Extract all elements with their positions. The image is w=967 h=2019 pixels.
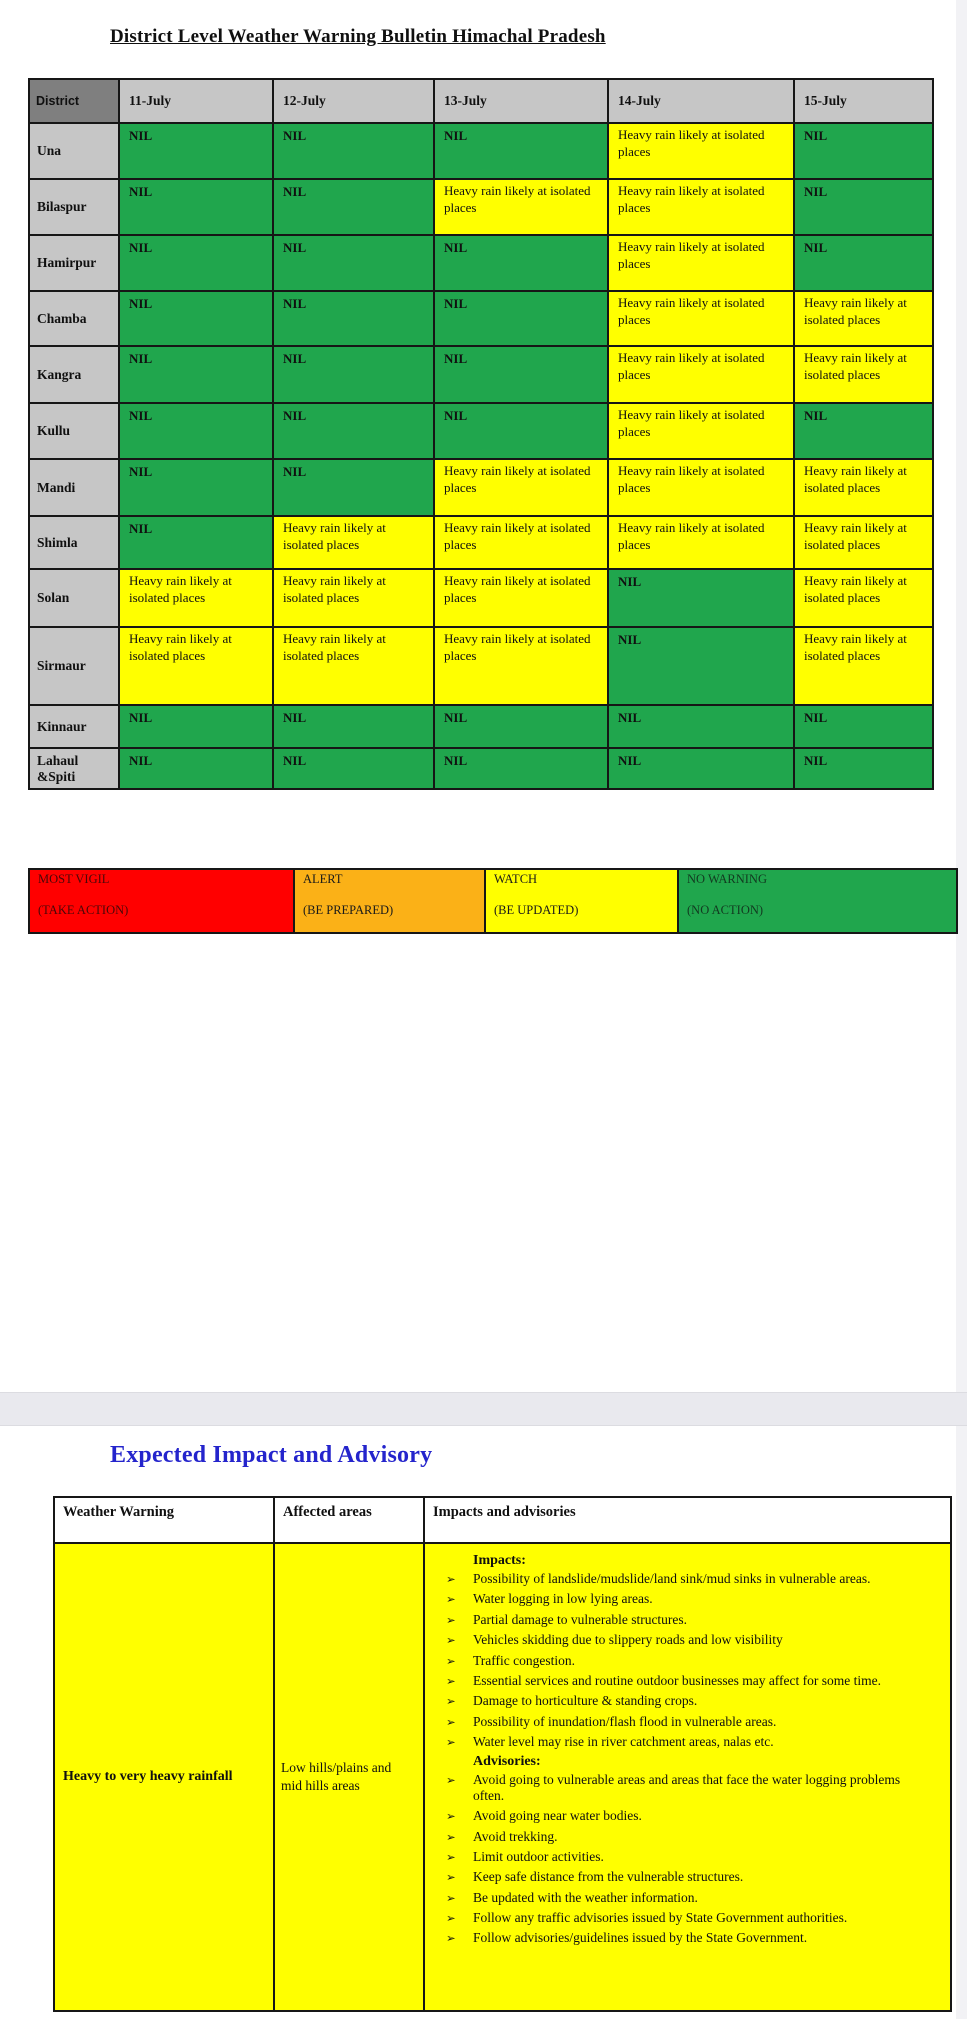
- nil-cell: NIL: [119, 748, 273, 789]
- affected-areas-cell: [274, 1543, 424, 2011]
- impact-item: [425, 1693, 922, 1708]
- nil-cell: NIL: [119, 291, 273, 346]
- advisory-item: [425, 1910, 922, 1925]
- advisory-item: [425, 1869, 922, 1884]
- arrow-bullet-icon: ➢: [446, 1931, 456, 1946]
- impact-item: [425, 1571, 922, 1586]
- legend-label: MOST VIGIL: [38, 872, 110, 886]
- nil-cell: NIL: [119, 123, 273, 179]
- warning-cell: Heavy rain likely at isolated places: [794, 627, 933, 705]
- nil-cell: NIL: [608, 627, 794, 705]
- warning-table-row: [29, 705, 933, 748]
- advisory-text: Avoid trekking.: [473, 1828, 558, 1844]
- district-warning-table: [28, 78, 934, 790]
- impact-item: [425, 1612, 922, 1627]
- district-name-cell: Lahaul &Spiti: [29, 748, 119, 789]
- advisory-text: Avoid going to vulnerable areas and areas that face the water logging problems often.: [473, 1772, 901, 1803]
- nil-cell: NIL: [119, 516, 273, 569]
- nil-cell: NIL: [608, 748, 794, 789]
- nil-cell: NIL: [273, 179, 434, 235]
- advisory-item: [425, 1772, 922, 1803]
- impact-text: Essential services and routine outdoor businesses may affect for some time.: [473, 1672, 882, 1688]
- nil-cell: NIL: [273, 235, 434, 291]
- legend-label: ALERT: [303, 872, 343, 886]
- nil-cell: NIL: [273, 123, 434, 179]
- impact-text: Traffic congestion.: [473, 1652, 575, 1668]
- advisory-item: [425, 1829, 922, 1844]
- advisory-text: Be updated with the weather information.: [473, 1889, 698, 1905]
- legend-label: WATCH: [494, 872, 538, 886]
- legend-cell-alert: [294, 869, 485, 933]
- arrow-bullet-icon: ➢: [446, 1572, 456, 1586]
- impact-item: [425, 1673, 922, 1688]
- advisory-text: Follow any traffic advisories issued by State Government authorities.: [473, 1910, 848, 1925]
- warning-table-row: [29, 346, 933, 403]
- date-column-header: 13-July: [434, 79, 608, 123]
- arrow-bullet-icon: ➢: [446, 1911, 456, 1925]
- nil-cell: NIL: [434, 123, 608, 179]
- nil-cell: NIL: [434, 291, 608, 346]
- impact-text: Damage to horticulture & standing crops.: [473, 1693, 698, 1709]
- nil-cell: NIL: [273, 403, 434, 459]
- impacts-advisories-cell: [424, 1543, 951, 2011]
- nil-cell: NIL: [608, 705, 794, 748]
- page-title: District Level Weather Warning Bulletin Himachal Pradesh: [110, 26, 606, 47]
- warning-cell: Heavy rain likely at isolated places: [794, 291, 933, 346]
- nil-cell: NIL: [119, 346, 273, 403]
- impact-item: [425, 1632, 922, 1647]
- page-break-gap: [0, 1392, 967, 1426]
- warning-cell: Heavy rain likely at isolated places: [434, 459, 608, 516]
- warning-cell: Heavy rain likely at isolated places: [608, 123, 794, 179]
- arrow-bullet-icon: ➢: [446, 1612, 456, 1627]
- nil-cell: NIL: [434, 403, 608, 459]
- warning-cell: Heavy rain likely at isolated places: [608, 235, 794, 291]
- nil-cell: NIL: [119, 459, 273, 516]
- weather-warning-cell: Heavy to very heavy rainfall: [54, 1543, 274, 2011]
- arrow-bullet-icon: ➢: [446, 1633, 456, 1648]
- arrow-bullet-icon: ➢: [446, 1592, 456, 1607]
- nil-cell: NIL: [434, 235, 608, 291]
- legend-sublabel: (NO ACTION): [687, 902, 764, 917]
- warning-table-row: [29, 179, 933, 235]
- legend-sublabel: (BE PREPARED): [303, 902, 394, 917]
- warning-table-row: [29, 516, 933, 569]
- col-header-weather-warning: Weather Warning: [54, 1497, 274, 1543]
- warning-legend: [28, 868, 958, 934]
- warning-cell: Heavy rain likely at isolated places: [608, 516, 794, 569]
- legend-sublabel: (BE UPDATED): [494, 902, 579, 917]
- col-header-impacts-advisories: Impacts and advisories: [424, 1497, 951, 1543]
- warning-table-row: [29, 627, 933, 705]
- warning-table-row: [29, 291, 933, 346]
- date-column-header: 14-July: [608, 79, 794, 123]
- impact-item: [425, 1591, 922, 1606]
- legend-sublabel: (TAKE ACTION): [38, 902, 129, 917]
- impact-advisory-heading: Expected Impact and Advisory: [110, 1442, 433, 1468]
- advisories-list: [425, 1772, 922, 1945]
- district-name-cell: Solan: [29, 569, 119, 627]
- warning-table-row: [29, 569, 933, 627]
- warning-table-row: [29, 403, 933, 459]
- warning-table-header-row: [29, 79, 933, 123]
- advisory-item: [425, 1930, 922, 1945]
- warning-cell: Heavy rain likely at isolated places: [119, 569, 273, 627]
- page-right-margin: [956, 0, 967, 2019]
- date-column-header: 11-July: [119, 79, 273, 123]
- district-name-cell: Mandi: [29, 459, 119, 516]
- nil-cell: NIL: [119, 235, 273, 291]
- nil-cell: NIL: [273, 705, 434, 748]
- impact-item: [425, 1714, 922, 1729]
- impact-text: Partial damage to vulnerable structures.: [473, 1611, 688, 1627]
- nil-cell: NIL: [273, 459, 434, 516]
- nil-cell: NIL: [794, 748, 933, 789]
- district-name-cell: Sirmaur: [29, 627, 119, 705]
- district-name-cell: Una: [29, 123, 119, 179]
- arrow-bullet-icon: ➢: [446, 1773, 456, 1788]
- arrow-bullet-icon: ➢: [446, 1890, 456, 1905]
- nil-cell: NIL: [794, 179, 933, 235]
- district-name-cell: Kullu: [29, 403, 119, 459]
- warning-cell: Heavy rain likely at isolated places: [434, 627, 608, 705]
- warning-cell: Heavy rain likely at isolated places: [434, 179, 608, 235]
- impact-item: [425, 1734, 922, 1749]
- warning-cell: Heavy rain likely at isolated places: [273, 569, 434, 627]
- nil-cell: NIL: [273, 291, 434, 346]
- legend-cell-no-warning: [678, 869, 957, 933]
- warning-table-row: [29, 123, 933, 179]
- advisory-text: Avoid going near water bodies.: [473, 1808, 642, 1824]
- arrow-bullet-icon: ➢: [446, 1849, 456, 1864]
- warning-table-row: [29, 748, 933, 789]
- warning-table-row: [29, 459, 933, 516]
- warning-cell: Heavy rain likely at isolated places: [119, 627, 273, 705]
- nil-cell: NIL: [794, 235, 933, 291]
- impact-table-header-row: [54, 1497, 951, 1543]
- advisory-item: [425, 1808, 922, 1823]
- legend-cell-most-vigil: [29, 869, 294, 933]
- warning-cell: Heavy rain likely at isolated places: [273, 627, 434, 705]
- arrow-bullet-icon: ➢: [446, 1870, 456, 1885]
- district-name-cell: Kinnaur: [29, 705, 119, 748]
- date-column-header: 12-July: [273, 79, 434, 123]
- advisory-text: Follow advisories/guidelines issued by the State Government.: [473, 1930, 808, 1946]
- arrow-bullet-icon: ➢: [446, 1653, 456, 1668]
- warning-cell: Heavy rain likely at isolated places: [608, 346, 794, 403]
- impact-text: Vehicles skidding due to slippery roads and low visibility: [473, 1632, 783, 1648]
- warning-cell: Heavy rain likely at isolated places: [794, 346, 933, 403]
- arrow-bullet-icon: ➢: [446, 1829, 456, 1844]
- advisory-item: [425, 1890, 922, 1905]
- legend-label: NO WARNING: [687, 872, 767, 886]
- warning-table-row: [29, 235, 933, 291]
- impact-text: Possibility of landslide/mudslide/land sink/mud sinks in vulnerable areas.: [473, 1571, 871, 1586]
- district-name-cell: Chamba: [29, 291, 119, 346]
- arrow-bullet-icon: ➢: [446, 1809, 456, 1824]
- warning-cell: Heavy rain likely at isolated places: [608, 291, 794, 346]
- impact-text: Water logging in low lying areas.: [473, 1591, 653, 1607]
- date-column-header: 15-July: [794, 79, 933, 123]
- district-name-cell: Shimla: [29, 516, 119, 569]
- impact-advisory-table: [53, 1496, 952, 2012]
- arrow-bullet-icon: ➢: [446, 1673, 456, 1688]
- warning-cell: Heavy rain likely at isolated places: [608, 179, 794, 235]
- warning-cell: Heavy rain likely at isolated places: [608, 459, 794, 516]
- warning-cell: Heavy rain likely at isolated places: [273, 516, 434, 569]
- nil-cell: NIL: [794, 403, 933, 459]
- arrow-bullet-icon: ➢: [446, 1714, 456, 1729]
- warning-cell: Heavy rain likely at isolated places: [608, 403, 794, 459]
- advisory-text: Keep safe distance from the vulnerable structures.: [473, 1869, 744, 1885]
- impacts-list: [425, 1571, 922, 1749]
- nil-cell: NIL: [119, 179, 273, 235]
- warning-cell: Heavy rain likely at isolated places: [794, 459, 933, 516]
- nil-cell: NIL: [608, 569, 794, 627]
- nil-cell: NIL: [434, 705, 608, 748]
- arrow-bullet-icon: ➢: [446, 1735, 456, 1749]
- district-name-cell: Bilaspur: [29, 179, 119, 235]
- nil-cell: NIL: [434, 748, 608, 789]
- impact-item: [425, 1653, 922, 1668]
- advisory-text: Limit outdoor activities.: [473, 1848, 604, 1864]
- nil-cell: NIL: [273, 346, 434, 403]
- impacts-label: Impacts:: [473, 1553, 526, 1568]
- nil-cell: NIL: [119, 403, 273, 459]
- arrow-bullet-icon: ➢: [446, 1694, 456, 1709]
- impact-text: Possibility of inundation/flash flood in vulnerable areas.: [473, 1713, 777, 1729]
- district-name-cell: Hamirpur: [29, 235, 119, 291]
- nil-cell: NIL: [794, 705, 933, 748]
- nil-cell: NIL: [273, 748, 434, 789]
- col-header-affected-areas: Affected areas: [274, 1497, 424, 1543]
- warning-cell: Heavy rain likely at isolated places: [434, 516, 608, 569]
- nil-cell: NIL: [119, 705, 273, 748]
- warning-cell: Heavy rain likely at isolated places: [794, 516, 933, 569]
- advisories-label: Advisories:: [473, 1754, 541, 1770]
- warning-cell: Heavy rain likely at isolated places: [434, 569, 608, 627]
- legend-cell-watch: [485, 869, 678, 933]
- district-name-cell: Kangra: [29, 346, 119, 403]
- affected-areas-text: Low hills/plains and mid hills areas: [281, 1759, 392, 1793]
- nil-cell: NIL: [434, 346, 608, 403]
- district-column-header: District: [29, 79, 119, 123]
- advisory-item: [425, 1849, 922, 1864]
- impact-table-body-row: [54, 1543, 951, 2011]
- nil-cell: NIL: [794, 123, 933, 179]
- warning-cell: Heavy rain likely at isolated places: [794, 569, 933, 627]
- impact-text: Water level may rise in river catchment areas, nalas etc.: [473, 1734, 774, 1749]
